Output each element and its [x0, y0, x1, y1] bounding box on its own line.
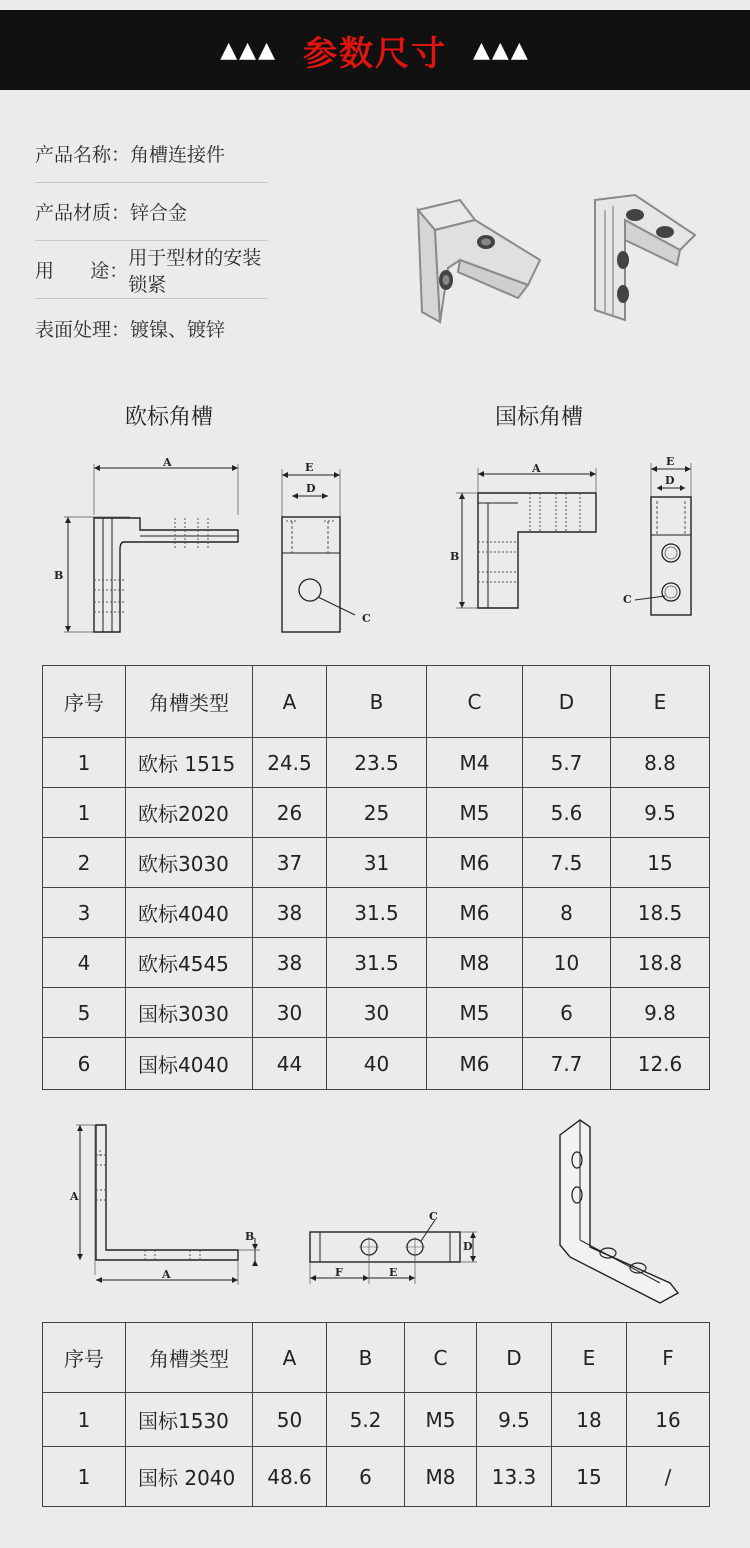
dim-d-label: D: [665, 474, 675, 487]
info-row-usage: [35, 241, 268, 299]
table-cell: 7.7: [523, 1038, 611, 1090]
table-cell: 16: [627, 1393, 710, 1447]
title-banner: [0, 10, 750, 90]
header-cell: A: [253, 666, 327, 738]
dim-d-label: D: [306, 482, 316, 495]
table-cell: 1: [43, 1393, 126, 1447]
table-cell: 国标 2040: [126, 1447, 253, 1507]
eu-side-drawing: [50, 456, 250, 640]
dim-c-label: C: [429, 1210, 438, 1223]
table-cell: 7.5: [523, 838, 611, 888]
dim-d-label: D: [463, 1240, 473, 1253]
table-cell: 5.2: [327, 1393, 405, 1447]
header-cell: D: [523, 666, 611, 738]
dim-a-label: A: [70, 1190, 79, 1203]
info-value: 锌合金: [130, 202, 188, 224]
header-cell: C: [427, 666, 523, 738]
table-cell: 欧标4040: [126, 888, 253, 938]
table-row: [43, 838, 710, 888]
table-cell: 30: [327, 988, 427, 1038]
header-cell: 角槽类型: [126, 1323, 253, 1393]
flat-bracket-top-drawing: [305, 1210, 485, 1290]
table-cell: /: [627, 1447, 710, 1507]
table-row: [43, 938, 710, 988]
table-cell: 31.5: [327, 888, 427, 938]
gb-section-title: 国标角槽: [495, 405, 584, 430]
table-cell: 9.5: [611, 788, 710, 838]
table-cell: 44: [253, 1038, 327, 1090]
table-cell: 欧标2020: [126, 788, 253, 838]
flat-bracket-side-drawing: [60, 1120, 280, 1295]
table-cell: M4: [427, 738, 523, 788]
info-value: 用于型材的安装锁紧: [128, 246, 262, 296]
header-cell: E: [552, 1323, 627, 1393]
table-cell: 2: [43, 838, 126, 888]
table-header-row: [43, 1323, 710, 1393]
table-row: [43, 1447, 710, 1507]
info-label: 产品材质：: [35, 202, 131, 224]
table-cell: 26: [253, 788, 327, 838]
eu-section-title: 欧标角槽: [125, 405, 214, 430]
dim-a-label: A: [163, 456, 172, 469]
header-cell: 序号: [43, 666, 126, 738]
table-cell: 15: [552, 1447, 627, 1507]
gb-front-drawing: [615, 455, 715, 625]
table-cell: 30: [253, 988, 327, 1038]
table-cell: M5: [405, 1393, 477, 1447]
gb-bracket-photo: [585, 190, 715, 330]
table-cell: 1: [43, 738, 126, 788]
table-cell: 48.6: [253, 1447, 327, 1507]
table-cell: 31.5: [327, 938, 427, 988]
table-cell: 1: [43, 788, 126, 838]
table-row: [43, 988, 710, 1038]
table-cell: 国标1530: [126, 1393, 253, 1447]
table-cell: 6: [43, 1038, 126, 1090]
table-cell: 18.8: [611, 938, 710, 988]
header-cell: D: [477, 1323, 552, 1393]
dim-c-label: C: [623, 593, 632, 606]
header-cell: 序号: [43, 1323, 126, 1393]
dim-e-label: E: [666, 455, 675, 468]
header-cell: E: [611, 666, 710, 738]
info-label: 用 途：: [35, 260, 129, 282]
dim-b-label: B: [450, 550, 460, 563]
table-cell: 9.5: [477, 1393, 552, 1447]
page-title: 参数尺寸: [303, 33, 447, 74]
table-cell: 15: [611, 838, 710, 888]
dim-c-label: C: [362, 612, 371, 625]
info-value: 角槽连接件: [130, 144, 226, 166]
info-row-surface: [35, 299, 268, 357]
info-label: 产品名称：: [35, 144, 131, 166]
spec-table-1: [42, 665, 710, 1090]
table-cell: 40: [327, 1038, 427, 1090]
table-cell: 10: [523, 938, 611, 988]
gb-side-drawing: [440, 460, 610, 620]
table-cell: M6: [427, 888, 523, 938]
header-cell: B: [327, 1323, 405, 1393]
info-row-name: [35, 125, 268, 183]
table-cell: 国标3030: [126, 988, 253, 1038]
dim-b-label: B: [54, 569, 64, 582]
dim-e-label: E: [305, 461, 314, 474]
table-cell: M5: [427, 788, 523, 838]
table-cell: 12.6: [611, 1038, 710, 1090]
table-cell: 31: [327, 838, 427, 888]
header-cell: A: [253, 1323, 327, 1393]
table-row: [43, 888, 710, 938]
table-cell: 50: [253, 1393, 327, 1447]
eu-bracket-photo: [400, 190, 550, 330]
table-cell: 25: [327, 788, 427, 838]
table-cell: 5.7: [523, 738, 611, 788]
flat-bracket-iso-drawing: [550, 1115, 685, 1305]
header-cell: C: [405, 1323, 477, 1393]
dim-b-label: B: [245, 1230, 255, 1243]
table-cell: 23.5: [327, 738, 427, 788]
dim-a-label: A: [532, 462, 541, 475]
table-cell: 8.8: [611, 738, 710, 788]
dim-f-label: F: [335, 1266, 343, 1279]
table-cell: 18: [552, 1393, 627, 1447]
dim-e-label: E: [389, 1266, 398, 1279]
info-value: 镀镍、镀锌: [130, 318, 226, 341]
table-cell: M8: [405, 1447, 477, 1507]
table-cell: M6: [427, 838, 523, 888]
table-cell: 3: [43, 888, 126, 938]
table-cell: 欧标 1515: [126, 738, 253, 788]
product-info-list: [35, 125, 268, 357]
table-row: [43, 1393, 710, 1447]
spec-table-2: [42, 1322, 710, 1507]
table-cell: 38: [253, 938, 327, 988]
table-cell: 5.6: [523, 788, 611, 838]
right-triangles-icon: ▲▲▲: [473, 37, 530, 63]
table-cell: 国标4040: [126, 1038, 253, 1090]
table-row: [43, 1038, 710, 1090]
table-cell: 38: [253, 888, 327, 938]
table-cell: 欧标4545: [126, 938, 253, 988]
table-cell: 6: [523, 988, 611, 1038]
table-cell: 1: [43, 1447, 126, 1507]
table-row: [43, 738, 710, 788]
table-cell: 欧标3030: [126, 838, 253, 888]
table-cell: 4: [43, 938, 126, 988]
table-cell: M5: [427, 988, 523, 1038]
left-triangles-icon: ▲▲▲: [220, 37, 277, 63]
table-cell: 5: [43, 988, 126, 1038]
header-cell: F: [627, 1323, 710, 1393]
table-cell: 6: [327, 1447, 405, 1507]
table-cell: 18.5: [611, 888, 710, 938]
dim-a-label-bottom: A: [162, 1268, 171, 1281]
table-header-row: [43, 666, 710, 738]
table-cell: 9.8: [611, 988, 710, 1038]
table-cell: 37: [253, 838, 327, 888]
table-cell: M8: [427, 938, 523, 988]
table-row: [43, 788, 710, 838]
info-row-material: [35, 183, 268, 241]
header-cell: 角槽类型: [126, 666, 253, 738]
table-cell: M6: [427, 1038, 523, 1090]
table-cell: 24.5: [253, 738, 327, 788]
table-cell: 13.3: [477, 1447, 552, 1507]
table-cell: 8: [523, 888, 611, 938]
header-cell: B: [327, 666, 427, 738]
eu-front-drawing: [270, 455, 380, 640]
info-label: 表面处理：: [35, 318, 131, 341]
